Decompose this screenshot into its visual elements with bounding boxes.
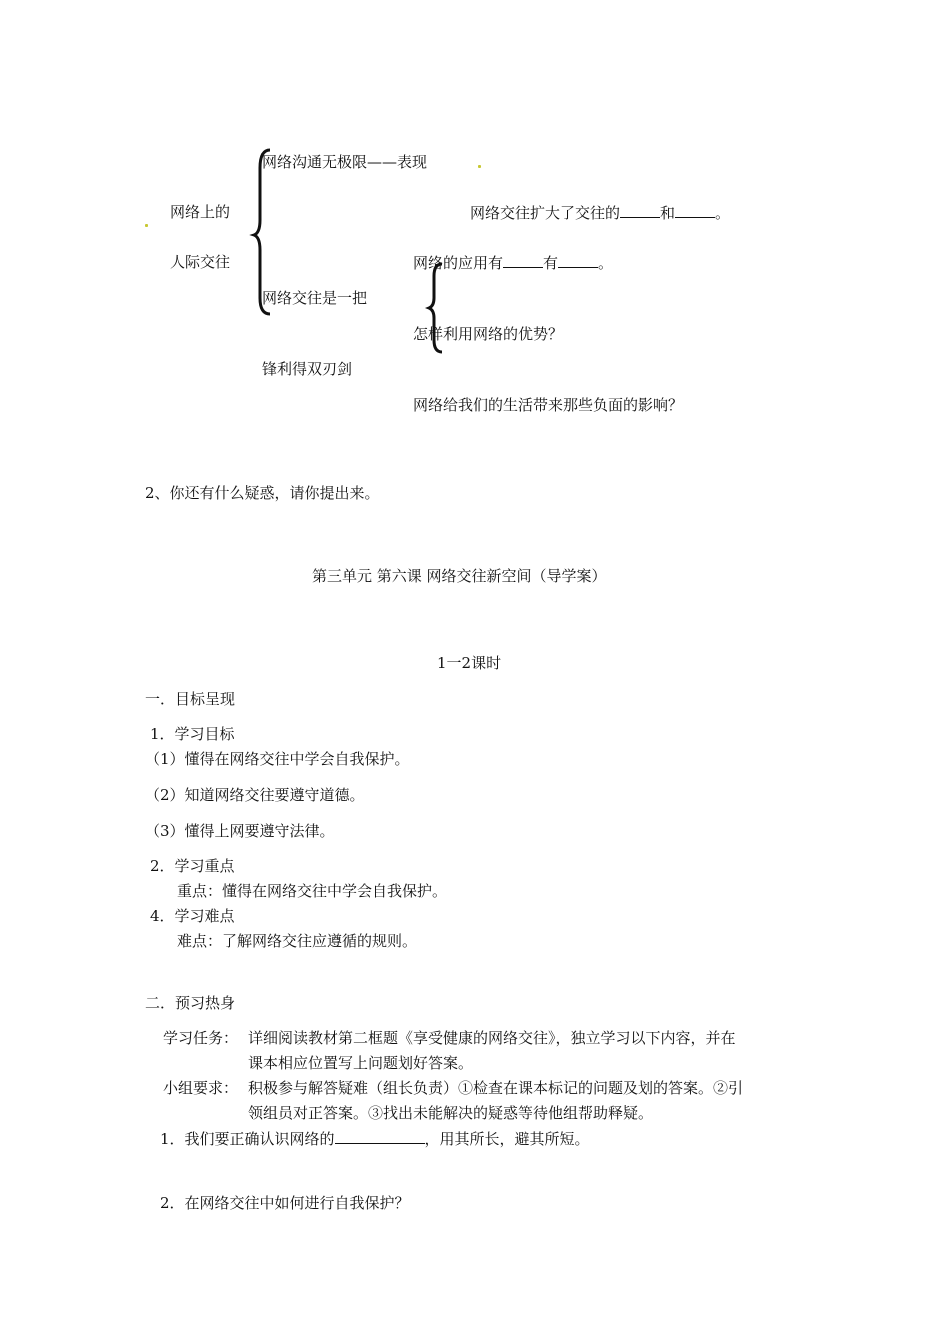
section1-heading: 一．目标呈现	[145, 690, 236, 708]
diagram-branch2-line2: 锋利得双刃剑	[262, 360, 353, 378]
difficulty-heading: 4．学习难点	[150, 907, 235, 925]
question-1	[160, 1129, 590, 1148]
fill-blank[interactable]	[620, 203, 660, 218]
focus-text: 重点：懂得在网络交往中学会自我保护。	[177, 882, 448, 900]
speck-decoration	[478, 165, 481, 168]
goal-item: （3）懂得上网要遵守法律。	[145, 822, 335, 840]
branch1-detail-mid: 和	[660, 204, 676, 222]
diagram-sub3: 网络给我们的生活带来那些负面的影响？	[413, 396, 684, 414]
diagram-sub2: 怎样利用网络的优势？	[413, 325, 564, 343]
sub1-mid: 有	[543, 254, 559, 272]
lesson-title: 第三单元 第六课 网络交往新空间（导学案）	[312, 567, 607, 585]
goal-item: （2）知道网络交往要遵守道德。	[145, 786, 365, 804]
speck-decoration	[145, 224, 148, 227]
question-2: 2、你还有什么疑惑，请你提出来。	[145, 484, 380, 502]
difficulty-text: 难点：了解网络交往应遵循的规则。	[177, 932, 418, 950]
goals-heading: 1．学习目标	[150, 725, 235, 743]
group-label: 小组要求：	[163, 1079, 239, 1097]
branch1-detail-pre: 网络交往扩大了交往的	[470, 204, 621, 222]
group-line1: 积极参与解答疑难（组长负责）①检查在课本标记的问题及划的答案。②引	[248, 1079, 744, 1097]
diagram-sub1	[413, 253, 613, 272]
task-line1: 详细阅读教材第二框题《享受健康的网络交往》，独立学习以下内容，并在	[248, 1029, 736, 1047]
period-label: 1一2课时	[437, 654, 502, 672]
diagram-branch2-line1: 网络交往是一把	[262, 289, 368, 307]
section2-heading: 二．预习热身	[145, 994, 236, 1012]
diagram-branch1: 网络沟通无极限——表现	[262, 153, 428, 171]
task-label: 学习任务：	[163, 1029, 239, 1047]
diagram-root-line2: 人际交往	[170, 253, 231, 271]
fill-blank[interactable]	[558, 253, 598, 268]
q1-pre: 1．我们要正确认识网络的	[160, 1130, 335, 1148]
fill-blank[interactable]	[335, 1129, 425, 1144]
goal-item: （1）懂得在网络交往中学会自我保护。	[145, 750, 410, 768]
branch1-detail-post: 。	[715, 204, 731, 222]
diagram-branch1-detail	[470, 203, 730, 222]
fill-blank[interactable]	[675, 203, 715, 218]
sub1-pre: 网络的应用有	[413, 254, 504, 272]
focus-heading: 2．学习重点	[150, 857, 235, 875]
diagram-root-line1: 网络上的	[170, 203, 231, 221]
group-line2: 领组员对正答案。③找出未能解决的疑惑等待他组帮助释疑。	[248, 1104, 654, 1122]
question-2-selfprotect: 2．在网络交往中如何进行自我保护？	[160, 1194, 410, 1212]
task-line2: 课本相应位置写上问题划好答案。	[248, 1054, 474, 1072]
sub1-post: 。	[598, 254, 614, 272]
q1-post: ，用其所长，避其所短。	[424, 1130, 590, 1148]
fill-blank[interactable]	[503, 253, 543, 268]
